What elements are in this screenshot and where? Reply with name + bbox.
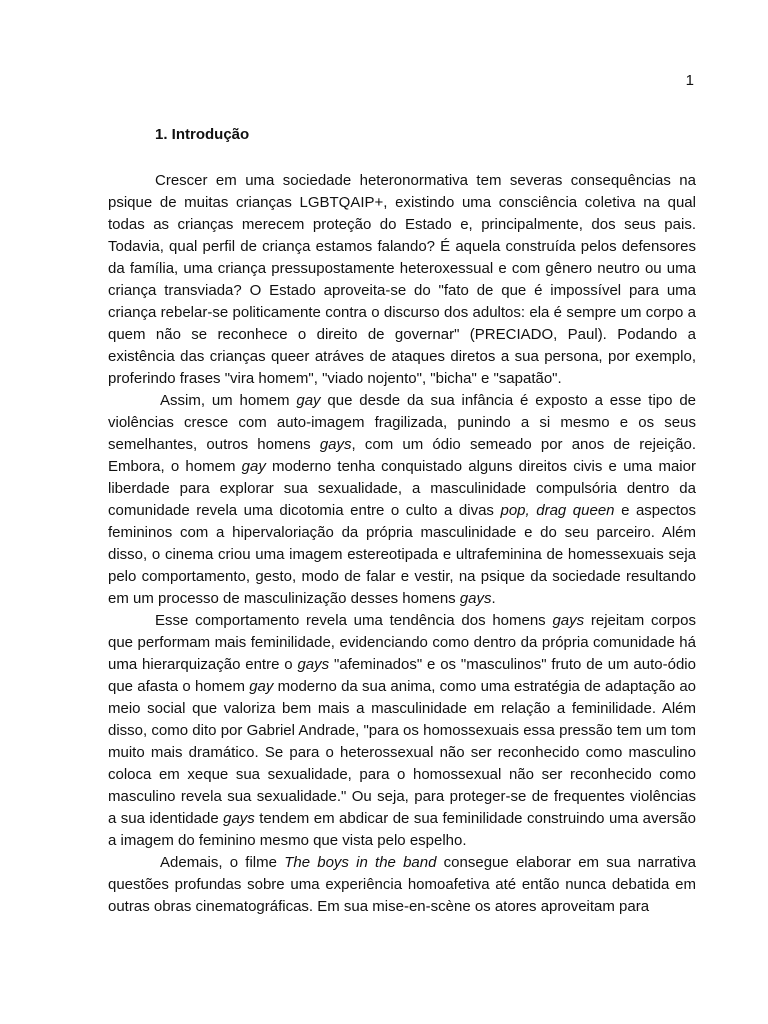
- text-segment: rejeitam corpos que performam mais feminilidade, evidenciando como dentro da própria comunidade há uma hierarquização entre o: [108, 612, 696, 673]
- page-number: 1: [685, 72, 694, 89]
- paragraph-film: [108, 852, 696, 918]
- italic-term: gays: [319, 436, 352, 453]
- text-segment: "afeminados" e os "masculinos" fruto de um auto-ódio que afasta o homem: [108, 656, 696, 695]
- text-segment: Ademais, o filme: [160, 854, 285, 871]
- italic-term: pop, drag queen: [500, 502, 615, 519]
- paragraph-gay-men: [108, 390, 696, 610]
- italic-term: gays: [552, 612, 585, 629]
- text-segment: .: [491, 590, 496, 607]
- italic-term: gays: [223, 810, 255, 827]
- italic-term: gays: [297, 656, 330, 673]
- text-segment: moderno tenha conquistado alguns direitos civis e uma maior liberdade para explorar sua sexualidade, a masculinidade compulsória dentro da comunidade revela uma dicotomia entre o culto a divas: [108, 458, 696, 519]
- text-segment: e aspectos femininos com a hipervaloriação da própria masculinidade e do seu parceiro. Além disso, o cinema criou uma imagem estereotipada e ultrafeminina de homessexuais seja pelo comportamento, gesto, modo de falar e vestir, na psique da sociedade resultando em um processo de masculinização desses homens: [108, 502, 696, 607]
- text-segment: consegue elaborar em sua narrativa questões profundas sobre uma experiência homoafetiva até então nunca debatida em outras obras cinematográficas. Em sua mise-en-scène os atores aproveitam para: [108, 854, 696, 915]
- italic-term: gays: [459, 590, 492, 607]
- paragraph-intro: [108, 170, 696, 390]
- text-segment: tendem em abdicar de sua feminilidade construindo uma aversão a imagem do feminino mesmo que vista pelo espelho.: [108, 810, 696, 849]
- text-segment: que desde da sua infância é exposto a esse tipo de violências cresce com auto-imagem fragilizada, punindo a si mesmo e os seus semelhantes, outros homens: [108, 392, 697, 453]
- body-text: [108, 170, 696, 918]
- paragraph-behavior: [108, 610, 696, 852]
- text-segment: , com um ódio semeado por anos de rejeição. Embora, o homem: [108, 436, 696, 475]
- text-segment: Crescer em uma sociedade heteronormativa tem severas consequências na psique de muitas crianças LGBTQAIP+, existindo uma consciência coletiva na qual todas as crianças merecem proteção do Estado e, principalmente, dos seus pais. Todavia, qual perfil de criança estamos falando? É aquela construída pelos defensores da família, uma criança pressupostamente heteroxessual e com gênero neutro ou uma criança transviada? O Estado aproveita-se do "fato de que é impossível para uma criança rebelar-se politicamente contra o discurso dos adultos: ela é sempre um corpo a quem não se reconhece o direito de governar" (PRECIADO, Paul). Podando a existência das crianças queer atráves de ataques diretos a sua persona, por exemplo, proferindo frases "vira homem", "viado nojento", "bicha" e "sapatão".: [108, 172, 696, 387]
- italic-term: gay: [249, 678, 274, 695]
- text-segment: moderno da sua anima, como uma estratégia de adaptação ao meio social que valoriza bem mais a masculinidade em relação a feminilidade. Além disso, como dito por Gabriel Andrade, "para os homossexuais essa pressão tem um tom muito mais dramático. Se para o heterossexual não ser reconhecido como masculino coloca em xeque sua sexualidade, para o homossexual não ser reconhecido como masculino revela sua sexualidade." Ou seja, para proteger-se de frequentes violências a sua identidade: [108, 678, 697, 827]
- section-heading: 1. Introdução: [155, 126, 250, 143]
- text-segment: Esse comportamento revela uma tendência dos homens: [155, 612, 553, 629]
- italic-term: gay: [241, 458, 266, 475]
- italic-term: gay: [296, 392, 321, 409]
- film-title: The boys in the band: [284, 854, 437, 871]
- text-segment: Assim, um homem: [160, 392, 297, 409]
